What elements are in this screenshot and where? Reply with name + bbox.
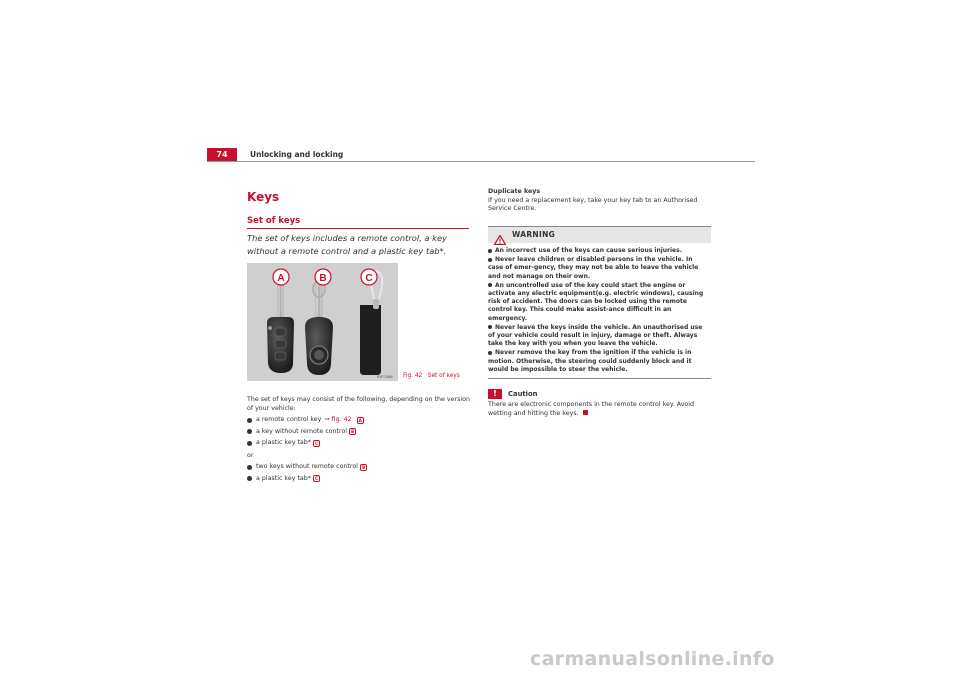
figure-caption-label: Fig. 42: [403, 373, 423, 379]
list-item: [247, 463, 472, 472]
section-subtitle: Set of keys: [247, 216, 301, 226]
list-item-text: two keys without remote control: [256, 463, 358, 470]
warning-item-text: Never leave the keys inside the vehicle. An unauthorised use of your vehicle could result in injury, damage or theft. Always take the key with you when you leave the vehicle.: [488, 323, 703, 348]
label-c: C: [365, 273, 373, 284]
warning-item-text: Never leave children or disabled persons in the vehicle. In case of emer-gency, they may not be able to leave the vehicle and not manage on their own.: [488, 256, 699, 280]
warning-title: WARNING: [512, 230, 556, 239]
warning-item-text: An uncontrolled use of the key could start the engine or activate any electric equipment(e.g. electric windows), causing risk of accident. The doors can be locked using the remote control key. This could make assist-ance difficult in an emergency.: [488, 281, 704, 322]
figure-caption-text: Set of keys: [427, 373, 460, 379]
bullet-icon: [247, 465, 252, 470]
duplicate-keys-text: If you need a replacement key, take your key tab to an Authorised Service Centre.: [488, 196, 698, 212]
label-a: A: [277, 273, 285, 284]
label-b: B: [319, 273, 327, 284]
bullet-icon: [488, 249, 492, 253]
header-divider: [207, 161, 755, 162]
key-badge: A: [358, 417, 362, 423]
keys-illustration: [247, 263, 398, 381]
bullet-icon: [488, 351, 492, 355]
list-item-text: a plastic key tab*: [256, 439, 311, 446]
key-badge: C: [314, 440, 319, 446]
caution-text: There are electronic components in the remote control key. Avoid wetting and hitting the keys.: [488, 401, 695, 417]
list-item: [247, 475, 472, 484]
running-header: Unlocking and locking: [250, 150, 344, 159]
bullet-icon: [488, 258, 492, 262]
caution-title: Caution: [508, 389, 538, 398]
warning-item: [488, 247, 709, 255]
list-item-text: a plastic key tab*: [256, 474, 311, 482]
page-number: 74: [207, 148, 237, 162]
warning-item: [488, 282, 709, 323]
subtitle-divider: [247, 228, 469, 229]
watermark: carmanualsonline.info: [530, 648, 775, 670]
bullet-icon: [488, 283, 492, 287]
warning-item: [488, 256, 709, 281]
or-text: or: [247, 451, 254, 459]
figure-reference-link[interactable]: ⇒ fig. 42: [324, 416, 352, 423]
bullet-icon: [247, 441, 252, 446]
key-badge: B: [361, 464, 366, 470]
section-end-icon: [583, 410, 588, 415]
keys-figure: [247, 263, 398, 381]
list-item-text: a remote control key: [256, 416, 322, 423]
caution-header: [488, 389, 713, 399]
intro-text: The set of keys includes a remote control, a key without a remote control and a plastic key tab*.: [247, 233, 447, 256]
key-badge: C: [314, 476, 319, 482]
duplicate-keys-section: [488, 188, 713, 214]
warning-item: [488, 349, 709, 374]
list-item-text: a key without remote control: [256, 427, 348, 435]
caution-exclamation-icon: !: [488, 389, 502, 399]
duplicate-keys-title: Duplicate keys: [488, 188, 541, 195]
warning-box: [488, 226, 711, 379]
warning-item-text: Never remove the key from the ignition if the vehicle is in motion. Otherwise, the steering could suddenly block and it would be impossible to steer the vehicle.: [488, 349, 692, 373]
warning-item: [488, 324, 709, 349]
bullet-icon: [247, 476, 252, 481]
key-badge: B: [351, 429, 355, 435]
warning-item-text: An incorrect use of the keys can cause serious injuries.: [495, 247, 682, 254]
bullet-icon: [247, 418, 252, 423]
body-left: [247, 396, 472, 486]
warning-header: [488, 227, 711, 243]
list-item: [247, 428, 472, 437]
section-title: Keys: [247, 190, 280, 204]
bullet-icon: [247, 429, 252, 434]
list-item: [247, 439, 472, 448]
figure-code: B1P-0066: [377, 375, 393, 379]
warning-body: [488, 247, 709, 375]
body-lead: The set of keys may consist of the following, depending on the version of your vehicle:: [247, 396, 470, 412]
figure-caption: [403, 373, 460, 379]
list-item: [247, 416, 472, 425]
bullet-icon: [488, 325, 492, 329]
caution-section: [488, 389, 713, 418]
